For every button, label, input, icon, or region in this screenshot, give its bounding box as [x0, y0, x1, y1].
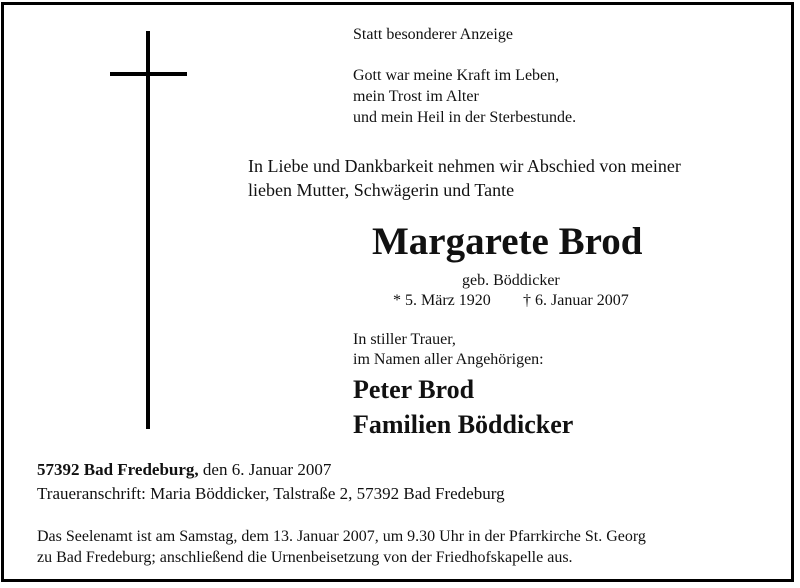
verse-line-2: mein Trost im Alter — [353, 88, 479, 105]
service-info-1: Das Seelenamt ist am Samstag, dem 13. Januar 2007, um 9.30 Uhr in der Pfarrkirche St. Georg — [37, 528, 646, 545]
death-date: † 6. Januar 2007 — [523, 292, 629, 309]
intro-line-1: In Liebe und Dankbarkeit nehmen wir Abschied von meiner — [248, 156, 681, 176]
place: 57392 Bad Fredeburg, — [37, 460, 199, 479]
mourners-intro-2: im Namen aller Angehörigen: — [353, 351, 544, 368]
place-date-line — [37, 458, 331, 482]
cross-icon-bar — [110, 72, 187, 76]
mourner-name-2: Familien Böddicker — [353, 410, 574, 439]
birth-name: geb. Böddicker — [462, 272, 560, 289]
verse-line-1: Gott war meine Kraft im Leben, — [353, 67, 560, 84]
date: den 6. Januar 2007 — [198, 460, 332, 479]
obituary-notice — [1, 2, 794, 582]
deceased-name: Margarete Brod — [372, 220, 643, 263]
announcement-header: Statt besonderer Anzeige — [353, 26, 513, 43]
mourner-name-1: Peter Brod — [353, 375, 475, 404]
intro-line-2: lieben Mutter, Schwägerin und Tante — [248, 180, 515, 200]
verse-line-3: und mein Heil in der Sterbestunde. — [353, 109, 577, 126]
mourners-intro-1: In stiller Trauer, — [353, 331, 456, 348]
service-info-2: zu Bad Fredeburg; anschließend die Urnenbeisetzung von der Friedhofskapelle aus. — [37, 549, 573, 566]
mourning-address: Traueranschrift: Maria Böddicker, Talstraße 2, 57392 Bad Fredeburg — [37, 484, 505, 503]
birth-date: * 5. März 1920 — [393, 292, 491, 309]
cross-icon — [146, 31, 150, 429]
